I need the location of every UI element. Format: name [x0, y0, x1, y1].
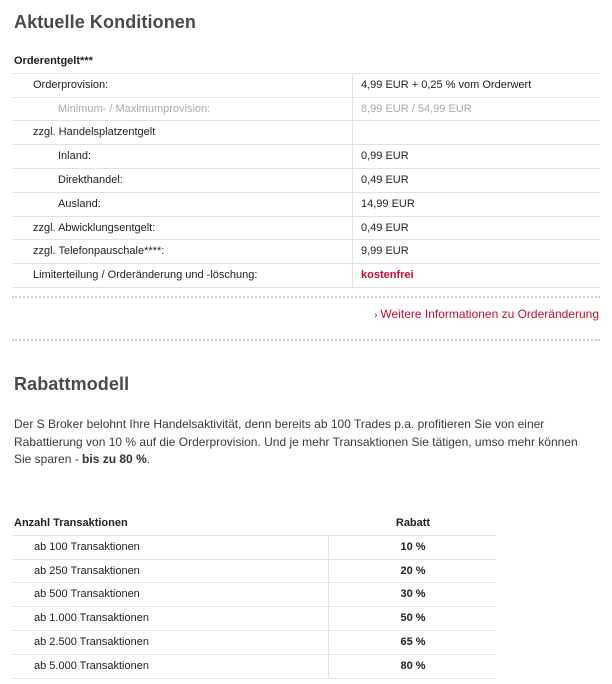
column-divider [352, 74, 353, 98]
rabatt-description [14, 416, 594, 469]
table-row [12, 217, 600, 241]
row-label: ab 1.000 Transaktionen [34, 612, 149, 625]
dotted-divider [12, 339, 600, 341]
row-value: 4,99 EUR + 0,25 % vom Orderwert [361, 78, 532, 91]
table-header-row [12, 512, 496, 536]
konditionen-table [12, 50, 600, 288]
table-row [12, 560, 496, 584]
row-value: 80 % [400, 659, 426, 672]
kostenfrei-value: kostenfrei [361, 269, 414, 282]
rabattmodell-title: Rabattmodell [14, 374, 130, 394]
table-row [12, 264, 600, 288]
dotted-divider [12, 296, 600, 298]
row-value: 0,99 EUR [361, 150, 409, 163]
rabatt-text-start: Der S Broker belohnt Ihre Handelsaktivität, denn bereits ab 100 Trades p.a. profitieren Sie von einer Rabattierung von 10 % auf die Orderprovision. Und je mehr Transaktionen Sie tätigen, umso mehr können Sie sparen - [14, 417, 578, 466]
column-divider [352, 145, 353, 169]
row-value: 30 % [400, 588, 426, 601]
more-info-orderaenderung-link[interactable] [374, 307, 599, 321]
row-value: 9,99 EUR [361, 245, 409, 258]
column-divider [352, 193, 353, 217]
table-row [12, 631, 496, 655]
column-divider [352, 121, 353, 145]
row-label: Limiterteilung / Orderänderung und -löschung: [33, 269, 258, 282]
rabatt-text-end: . [146, 452, 151, 466]
row-label: Minimum- / Maximumprovision: [58, 102, 211, 115]
row-label: ab 2.500 Transaktionen [34, 635, 149, 648]
table-row [12, 607, 496, 631]
row-label: zzgl. Handelsplatzentgelt [33, 126, 156, 139]
row-label: ab 100 Transaktionen [34, 540, 140, 553]
row-value: 65 % [400, 635, 426, 648]
chevron-right-icon: › [374, 310, 378, 321]
column-divider [352, 240, 353, 264]
row-label: ab 250 Transaktionen [34, 564, 140, 577]
orderentgelt-header: Orderentgelt*** [14, 55, 93, 67]
row-label: zzgl. Abwicklungsentgelt: [33, 221, 156, 234]
more-info-link-label: Weitere Informationen zu Orderänderung [380, 307, 599, 321]
table-row [12, 74, 600, 98]
row-label: Direkthandel: [58, 173, 123, 186]
column-divider [352, 98, 353, 122]
row-label: Ausland: [58, 197, 101, 210]
konditionen-title: Aktuelle Konditionen [14, 12, 196, 32]
table-row [12, 655, 496, 679]
col-header-transaktionen: Anzahl Transaktionen [14, 517, 128, 529]
rabatt-text-bold: bis zu 80 % [82, 452, 147, 466]
table-header-row [12, 50, 600, 74]
col-header-rabatt: Rabatt [395, 517, 431, 529]
table-row [12, 193, 600, 217]
table-row [12, 583, 496, 607]
row-value: 10 % [400, 540, 426, 553]
table-row [12, 98, 600, 122]
column-divider [352, 169, 353, 193]
row-label: zzgl. Telefonpauschale****: [33, 245, 165, 258]
column-divider [352, 217, 353, 241]
row-label: ab 5.000 Transaktionen [34, 659, 149, 672]
row-label: ab 500 Transaktionen [34, 588, 140, 601]
row-value: 20 % [400, 564, 426, 577]
row-label: Inland: [58, 150, 92, 163]
row-value: 0,49 EUR [361, 221, 409, 234]
row-value: 50 % [400, 612, 426, 625]
row-label: Orderprovision: [33, 78, 109, 91]
row-value: 14,99 EUR [361, 197, 415, 210]
table-row [12, 169, 600, 193]
table-row [12, 121, 600, 145]
table-row [12, 240, 600, 264]
table-row [12, 145, 600, 169]
row-value: 0,49 EUR [361, 173, 409, 186]
row-value: 8,99 EUR / 54,99 EUR [361, 102, 472, 115]
table-row [12, 536, 496, 560]
column-divider [352, 264, 353, 288]
rabatt-table [12, 512, 496, 679]
